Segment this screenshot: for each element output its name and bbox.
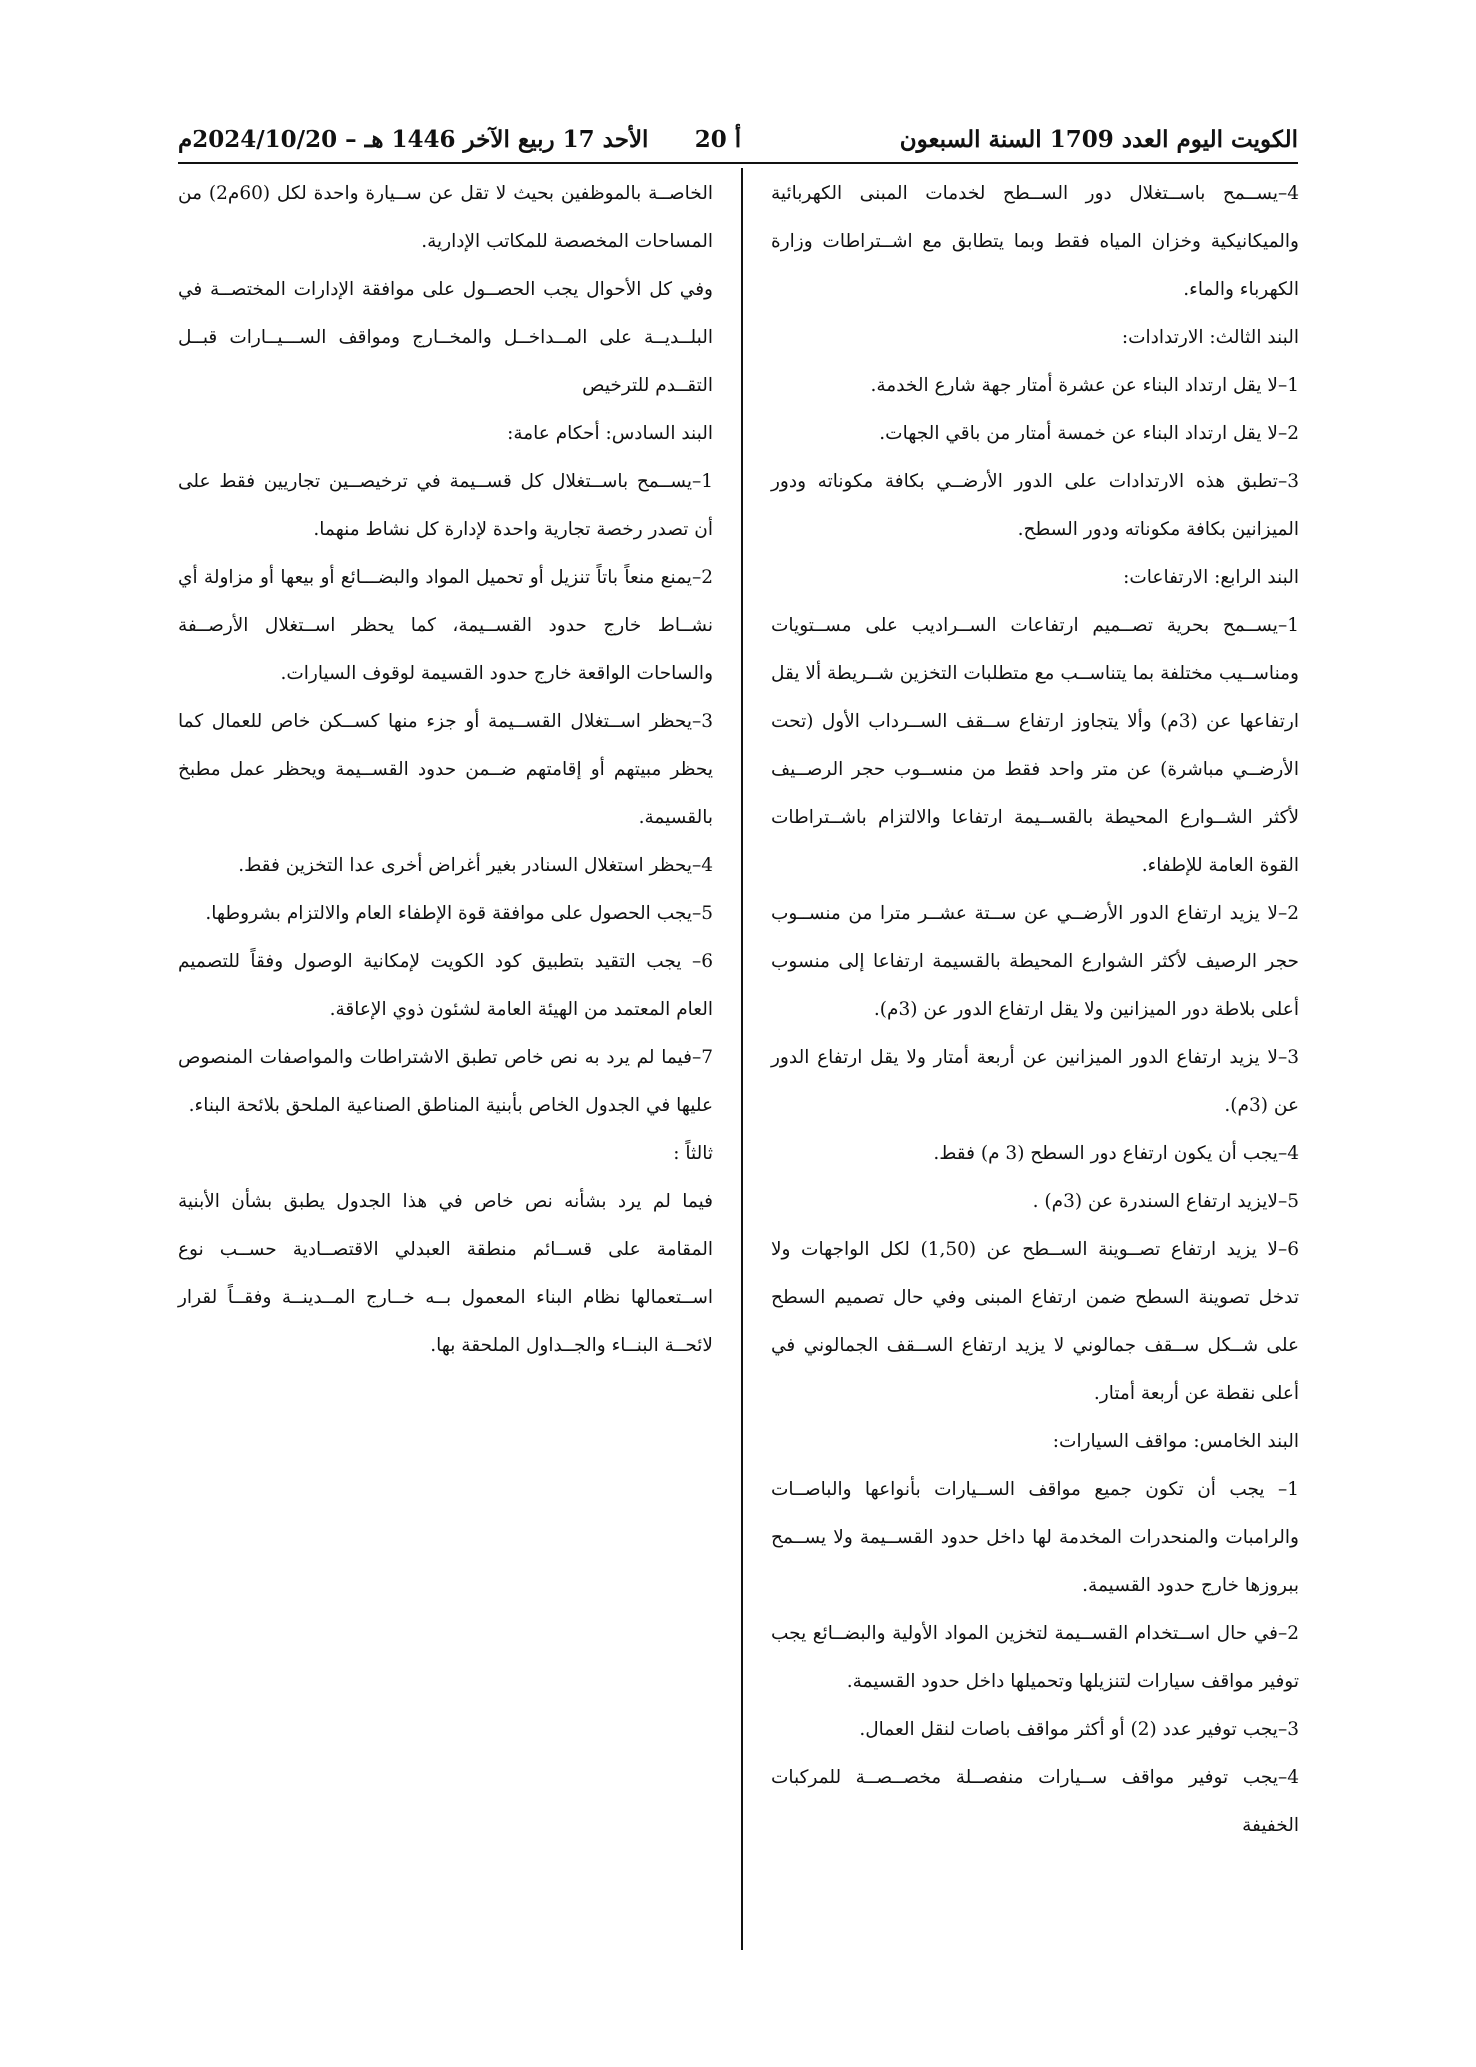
paragraph: 3–يحظر اســتغلال القســيمة أو جزء منها كســكن خاص للعمال كما يحظر مبيتهم أو إقامتهم ضــمن حدود القســيمة ويحظر عمل مطبخ بالقسيمة. bbox=[178, 711, 713, 828]
section-heading: البند الرابع: الارتفاعات: bbox=[1123, 567, 1299, 588]
paragraph: 5–يجب الحصول على موافقة قوة الإطفاء العام والالتزام بشروطها. bbox=[205, 903, 713, 924]
column-divider bbox=[741, 168, 743, 1950]
header-date: الأحد 17 ربيع الآخر 1446 هـ – 2024/10/20م bbox=[178, 126, 649, 153]
paragraph: 2–لا يقل ارتداد البناء عن خمسة أمتار من باقي الجهات. bbox=[879, 423, 1299, 444]
paragraph: 4–يجب توفير مواقف ســيارات منفصــلة مخصــصــة للمركبات الخفيفة bbox=[771, 1767, 1299, 1836]
paragraph: 6–لا يزيد ارتفاع تصــوينة الســطح عن (1,50) لكل الواجهات ولا تدخل تصوينة السطح ضمن ارتفاع المبنى وفي حال تصميم السطح على شــكل ســقف جمالوني لا يزيد ارتفاع الســقف الجمالوني في أعلى نقطة عن أربعة أمتار. bbox=[771, 1239, 1300, 1404]
section-heading: البند الثالث: الارتدادات: bbox=[1121, 327, 1299, 348]
paragraph: 4–يجب أن يكون ارتفاع دور السطح (3 م) فقط. bbox=[933, 1143, 1299, 1164]
paragraph: وفي كل الأحوال يجب الحصــول على موافقة الإدارات المختصــة في البلــديــة على المــداخــل والمخــارج ومواقف الســـيــارات قبــل التقــدم للترخيص bbox=[178, 279, 713, 396]
page-header bbox=[178, 120, 1298, 162]
paragraph: 5–لايزيد ارتفاع السندرة عن (3م) . bbox=[1032, 1191, 1299, 1212]
header-rule bbox=[178, 162, 1298, 164]
header-issue: الكويت اليوم العدد 1709 السنة السبعون bbox=[899, 126, 1298, 153]
header-page-number: أ 20 bbox=[694, 126, 742, 153]
paragraph: 3–لا يزيد ارتفاع الدور الميزانين عن أربعة أمتار ولا يقل ارتفاع الدور عن (3م). bbox=[771, 1047, 1299, 1116]
paragraph: 2–في حال اســتخدام القســيمة لتخزين المواد الأولية والبضــائع يجب توفير مواقف سيارات لتنزيلها وتحميلها داخل حدود القسيمة. bbox=[771, 1623, 1299, 1692]
paragraph: 2–يمنع منعاً باتاً تنزيل أو تحميل المواد والبضـــائع أو بيعها أو مزاولة أي نشــاط خارج حدود القســيمة، كما يحظر اســتغلال الأرصــفة والساحات الواقعة خارج حدود القسيمة لوقوف السيارات. bbox=[178, 567, 713, 684]
paragraph: 3–تطبق هذه الارتدادات على الدور الأرضــي بكافة مكوناته ودور الميزانين بكافة مكوناته ودور السطح. bbox=[771, 471, 1299, 540]
paragraph: الخاصــة بالموظفين بحيث لا تقل عن ســيارة واحدة لكل (60م2) من المساحات المخصصة للمكاتب الإدارية. bbox=[178, 183, 713, 252]
section-heading: البند الخامس: مواقف السيارات: bbox=[1052, 1431, 1299, 1452]
left-column bbox=[178, 170, 713, 1370]
paragraph: 3–يجب توفير عدد (2) أو أكثر مواقف باصات لنقل العمال. bbox=[859, 1719, 1299, 1740]
paragraph: 2–لا يزيد ارتفاع الدور الأرضــي عن ســتة عشــر مترا من منســوب حجر الرصيف لأكثر الشوارع المحيطة بالقسيمة ارتفاعا إلى منسوب أعلى بلاطة دور الميزانين ولا يقل ارتفاع الدور عن (3م). bbox=[771, 903, 1299, 1020]
paragraph: فيما لم يرد بشأنه نص خاص في هذا الجدول يطبق بشأن الأبنية المقامة على قســائم منطقة العبدلي الاقتصــادية حســب نوع اســتعمالها نظام البناء المعمول بــه خــارج المــدينــة وفقــاً لقرار لائحــة البنــاء والجــداول الملحقة بها. bbox=[178, 1191, 713, 1356]
paragraph: 1–يســمح بحرية تصــميم ارتفاعات الســراديب على مســتويات ومناســيب مختلفة بما يتناســب مع متطلبات التخزين شــريطة ألا يقل ارتفاعها عن (3م) وألا يتجاوز ارتفاع ســقف الســرداب الأول (تحت الأرضــي مباشرة) عن متر واحد فقط من منســوب حجر الرصــيف لأكثر الشــوارع المحيطة بالقســيمة ارتفاعا والالتزام باشــتراطات القوة العامة للإطفاء. bbox=[771, 615, 1300, 876]
paragraph: 7–فيما لم يرد به نص خاص تطبق الاشتراطات والمواصفات المنصوص عليها في الجدول الخاص بأبنية المناطق الصناعية الملحق بلائحة البناء. bbox=[178, 1047, 713, 1116]
paragraph: 6– يجب التقيد بتطبيق كود الكويت لإمكانية الوصول وفقاً للتصميم العام المعتمد من الهيئة العامة لشئون ذوي الإعاقة. bbox=[178, 951, 713, 1020]
paragraph: 4–يســمح باســتغلال دور الســطح لخدمات المبنى الكهربائية والميكانيكية وخزان المياه فقط وبما يتطابق مع اشــتراطات وزارة الكهرباء والماء. bbox=[771, 183, 1299, 300]
right-column bbox=[771, 170, 1299, 1850]
section-heading: البند السادس: أحكام عامة: bbox=[507, 423, 713, 444]
paragraph: 1–لا يقل ارتداد البناء عن عشرة أمتار جهة شارع الخدمة. bbox=[870, 375, 1299, 396]
paragraph: 1–يســمح باســتغلال كل قســيمة في ترخيصــين تجاريين فقط على أن تصدر رخصة تجارية واحدة لإدارة كل نشاط منهما. bbox=[178, 471, 713, 540]
paragraph: 1– يجب أن تكون جميع مواقف الســيارات بأنواعها والباصــات والرامبات والمنحدرات المخدمة لها داخل حدود القســيمة ولا يســمح ببروزها خارج حدود القسيمة. bbox=[771, 1479, 1299, 1596]
paragraph: 4–يحظر استغلال السنادر بغير أغراض أخرى عدا التخزين فقط. bbox=[238, 855, 713, 876]
section-heading: ثالثاً : bbox=[673, 1143, 713, 1164]
